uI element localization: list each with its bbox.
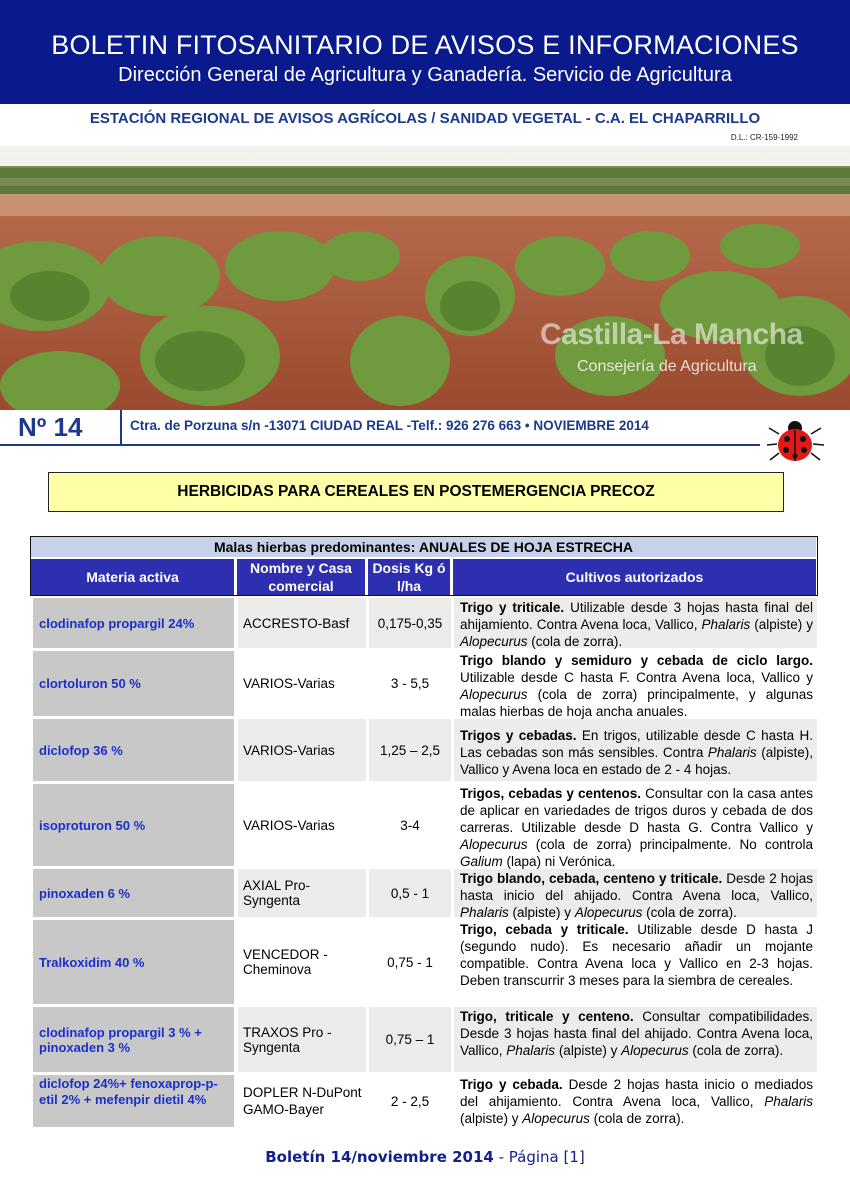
table-row bbox=[33, 598, 817, 648]
nombre-comercial: DOPLER N-DuPont GAMO-Bayer bbox=[243, 1085, 362, 1117]
table-header bbox=[30, 536, 818, 596]
materia-activa: clodinafop propargil 3 % + pinoxaden 3 % bbox=[33, 1007, 234, 1072]
dosis: 3 - 5,5 bbox=[390, 676, 430, 691]
header-nombre: Nombre y Casa comercial bbox=[237, 559, 365, 595]
materia-activa: diclofop 36 % bbox=[33, 719, 234, 781]
bulletin-title: BOLETIN FITOSANITARIO DE AVISOS E INFORMACIONES bbox=[51, 30, 799, 60]
table-row bbox=[33, 784, 817, 869]
cultivos-autorizados: Trigo y cebada. Desde 2 hojas hasta inicio o mediados del ahijamiento. Contra Avena loca, Vallico, Phalaris (alpiste) y Alopecurus (cola de zorra). bbox=[460, 1077, 813, 1126]
header-cultivos: Cultivos autorizados bbox=[453, 559, 816, 595]
nombre-comercial: TRAXOS Pro - Syngenta bbox=[238, 1007, 366, 1072]
cultivos-autorizados: Trigo blando y semiduro y cebada de ciclo largo. Utilizable desde C hasta F. Contra Avena loca, Vallico y Alopecurus (cola de zorra) principalmente, y algunas malas hierbas de hoja ancha anuales. bbox=[460, 653, 813, 719]
cultivos-autorizados: Trigo, triticale y centeno. Consultar compatibilidades. Desde 3 hojas hasta final del ahijado. Contra Avena loca, Vallico, Phalaris (alpiste) y Alopecurus (cola de zorra). bbox=[454, 1007, 817, 1072]
cultivos-autorizados: Trigo y triticale. Utilizable desde 3 hojas hasta final del ahijamiento. Contra Avena loca, Vallico, Phalaris (alpiste) y Alopecurus (cola de zorra). bbox=[454, 598, 817, 648]
dosis: 0,75 - 1 bbox=[387, 954, 433, 970]
table-row bbox=[33, 719, 817, 781]
issue-number: Nº 14 bbox=[18, 412, 83, 442]
issue-divider bbox=[120, 410, 122, 444]
table-row bbox=[33, 651, 817, 719]
table-row bbox=[33, 1007, 817, 1072]
cultivos-autorizados: Trigo blando, cebada, centeno y triticale. Desde 2 hojas hasta inicio del ahijado. Contra Avena loca, Vallico, Phalaris (alpiste) y Alopecurus (cola de zorra). bbox=[454, 869, 817, 917]
issue-address: Ctra. de Porzuna s/n -13071 CIUDAD REAL -Telf.: 926 276 663 • NOVIEMBRE 2014 bbox=[130, 418, 649, 433]
dosis: 0,175-0,35 bbox=[369, 598, 451, 648]
materia-activa: isoproturon 50 % bbox=[33, 784, 234, 866]
materia-activa: Tralkoxidim 40 % bbox=[33, 920, 234, 1004]
station-name: ESTACIÓN REGIONAL DE AVISOS AGRÍCOLAS / SANIDAD VEGETAL - C.A. EL CHAPARRILLO bbox=[89, 110, 761, 127]
dosis: 0,5 - 1 bbox=[369, 869, 451, 917]
dosis: 1,25 – 2,5 bbox=[369, 719, 451, 781]
table-row bbox=[33, 1075, 817, 1127]
table-row bbox=[33, 920, 817, 1004]
watermark-logo: Castilla-La Mancha bbox=[540, 318, 803, 351]
section-title: HERBICIDAS PARA CEREALES EN POSTEMERGENCIA PRECOZ bbox=[48, 472, 784, 512]
cultivos-autorizados: Trigo, cebada y triticale. Utilizable desde D hasta J (segundo nudo). Es necesario añadir un mojante compatible. Contra Avena loca y Vallico en 2-3 hojas. Deben transcurrir 3 meses para la siembra de cereales. bbox=[460, 922, 813, 988]
table-row bbox=[33, 869, 817, 920]
issue-bar bbox=[0, 410, 850, 444]
materia-activa: pinoxaden 6 % bbox=[33, 869, 234, 917]
nombre-comercial: ACCRESTO-Basf bbox=[238, 598, 366, 648]
nombre-comercial: AXIAL Pro-Syngenta bbox=[238, 869, 366, 917]
table-caption: Malas hierbas predominantes: ANUALES DE HOJA ESTRECHA bbox=[31, 537, 816, 557]
nombre-comercial: VARIOS-Varias bbox=[238, 719, 366, 781]
materia-activa: clodinafop propargil 24% bbox=[33, 598, 234, 648]
materia-activa: clortoluron 50 % bbox=[33, 651, 234, 716]
bulletin-subtitle: Dirección General de Agricultura y Ganadería. Servicio de Agricultura bbox=[118, 64, 732, 86]
page-footer: Boletín 14/noviembre 2014 - Página [1] bbox=[265, 1148, 585, 1166]
materia-activa: diclofop 24%+ fenoxaprop-p-etil 2% + mefenpir dietil 4% bbox=[33, 1075, 234, 1127]
cultivos-autorizados: Trigos, cebadas y centenos. Consultar con la casa antes de aplicar en variedades de trigos duros y cebada de dos carreras. Utilizable desde D hasta G. Contra Vallico y Alopecurus (cola de zorra) principalmente. No controla Galium (lapa) ni Verónica. bbox=[460, 786, 813, 869]
nombre-comercial: VARIOS-Varias bbox=[243, 817, 335, 833]
issue-underline bbox=[0, 444, 760, 446]
dosis: 0,75 – 1 bbox=[369, 1007, 451, 1072]
header-dosis: Dosis Kg ó l/ha bbox=[368, 559, 450, 595]
header-banner bbox=[0, 0, 850, 104]
dosis: 3-4 bbox=[400, 817, 420, 833]
legal-deposit: D.L.: CR-159-1992 bbox=[730, 133, 798, 142]
nombre-comercial: VENCEDOR - Cheminova bbox=[243, 947, 328, 977]
watermark-subtitle: Consejería de Agricultura bbox=[577, 358, 757, 375]
ladybug-icon bbox=[765, 418, 827, 468]
nombre-comercial: VARIOS-Varias bbox=[243, 676, 335, 691]
cultivos-autorizados: Trigos y cebadas. En trigos, utilizable desde C hasta H. Las cebadas son más sensibles. Contra Phalaris (alpiste), Vallico y Avena loca en estado de 2 - 4 hojas. bbox=[454, 719, 817, 781]
header-materia: Materia activa bbox=[31, 559, 234, 595]
dosis: 2 - 2,5 bbox=[390, 1093, 430, 1109]
